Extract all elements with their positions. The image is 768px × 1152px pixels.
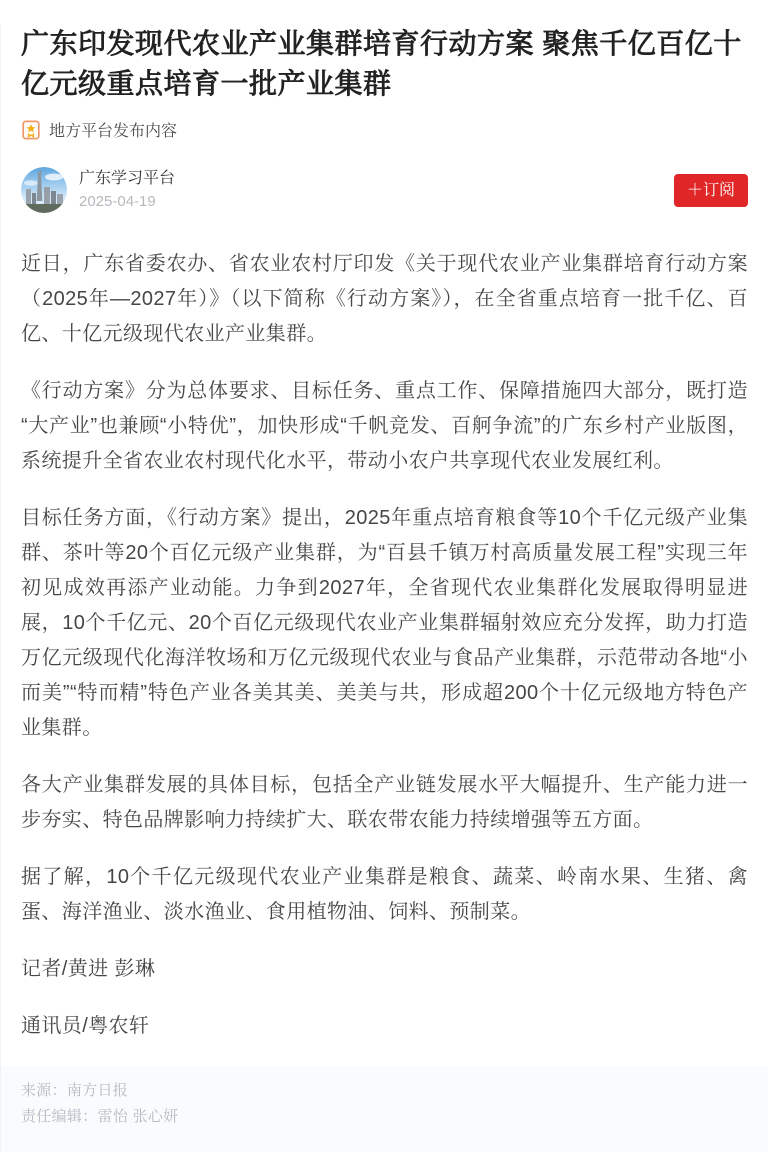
source-value: 南方日报	[66, 1082, 129, 1099]
subscribe-button[interactable]: ＋订阅	[674, 174, 748, 207]
source-block	[1, 1066, 768, 1152]
paragraph: 目标任务方面，《行动方案》提出，2025年重点培育粮食等10个千亿元级产业集群、茶叶等20个百亿元级产业集群，为“百县千镇万村高质量发展工程”实现三年初见成效再添产业动能。力争到2027年，全省现代农业集群化发展取得明显进展，10个千亿元、20个百亿元级现代农业产业集群辐射效应充分发挥，助力打造万亿元级现代化海洋牧场和万亿元级现代农业与食品产业集群，示范带动各地“小而美”“特而精”特色产业各美其美、美美与共，形成超200个十亿元级地方特色产业集群。	[21, 507, 748, 739]
avatar[interactable]	[21, 167, 67, 213]
paragraph: 《行动方案》分为总体要求、目标任务、重点工作、保障措施四大部分，既打造“大产业”也兼顾“小特优”，加快形成“千帆竞发、百舸争流”的广东乡村产业版图，系统提升全省农业农村现代化水平，带动小农户共享现代农业发展红利。	[21, 380, 748, 472]
author-meta	[79, 169, 674, 212]
article-content	[1, 24, 768, 1044]
publish-date: 2025-04-19	[79, 192, 156, 210]
article-page	[0, 24, 768, 1152]
paragraph: 据了解，10个千亿元级现代农业产业集群是粮食、蔬菜、岭南水果、生猪、禽蛋、海洋渔业、淡水渔业、食用植物油、饲料、预制菜。	[21, 866, 748, 923]
ribbon-certificate-icon	[21, 120, 41, 140]
paragraph: 近日，广东省委农办、省农业农村厅印发《关于现代农业产业集群培育行动方案（2025年—2027年）》（以下简称《行动方案》），在全省重点培育一批千亿、百亿、十亿元级现代农业产业集群。	[21, 253, 748, 345]
editor-label: 责任编辑：	[21, 1108, 98, 1125]
source-label: 来源：	[21, 1082, 67, 1099]
platform-badge	[21, 118, 748, 141]
author-name[interactable]: 广东学习平台	[79, 169, 176, 187]
page-title: 广东印发现代农业产业集群培育行动方案 聚焦千亿百亿十亿元级重点培育一批产业集群	[21, 28, 742, 99]
correspondent-byline: 通讯员/粤农轩	[21, 1015, 150, 1037]
article-body	[21, 247, 748, 1044]
paragraph: 各大产业集群发展的具体目标，包括全产业链发展水平大幅提升、生产能力进一步夯实、特色品牌影响力持续扩大、联农带农能力持续增强等五方面。	[21, 774, 748, 831]
badge-label: 地方平台发布内容	[49, 123, 178, 140]
author-row	[21, 167, 748, 213]
reporter-byline: 记者/黄进 彭琳	[21, 958, 156, 980]
source-line	[21, 1078, 748, 1104]
editor-value: 雷怡 张心妍	[97, 1108, 179, 1125]
